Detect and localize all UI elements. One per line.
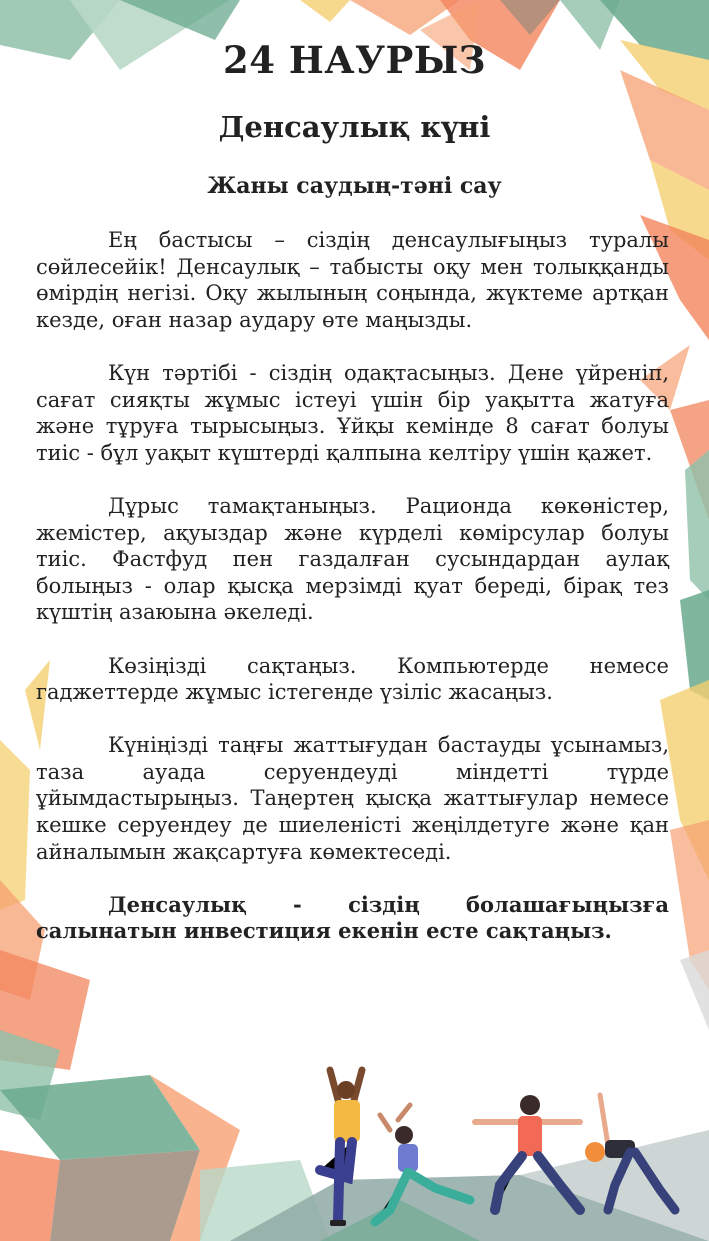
paragraph-daily-routine: Күн тәртібі - сіздің одақтасыңыз. Дене үйреніп, сағат сияқты жұмыс істеуі үшін бір уақытта жатуға және тұруға тырысыңыз. Ұйқы кемінде 8 сағат болуы тиіс - бұл уақыт күштерді қалпына келтіру үшін қажет. xyxy=(36,360,669,465)
article-body xyxy=(36,227,669,945)
closing-statement: Денсаулық - сіздің болашағыңызға салынатын инвестиция екенін есте сақтаңыз. xyxy=(36,891,669,944)
person-stretch-up-icon xyxy=(375,1105,470,1222)
yoga-people-illustration xyxy=(290,1060,709,1241)
paragraph-nutrition: Дұрыс тамақтаныңыз. Рационда көкөністер, жемістер, ақуыздар және күрделі көмірсулар болуы тиіс. Фастфуд пен газдалған сусындардан аулақ болыңыз - олар қысқа мерзімді қуат береді, бірақ тез күштің азаюына әкеледі. xyxy=(36,493,669,625)
page-subtitle: Жаны саудың-тәні сау xyxy=(207,173,502,199)
page-title: Денсаулық күні xyxy=(218,110,491,144)
person-warrior-pose-icon xyxy=(475,1095,580,1210)
paragraph-exercise: Күніңізді таңғы жаттығудан бастауды ұсынамыз, таза ауада серуендеуді міндетті түрде ұйымдастырыңыз. Таңертең қысқа жаттығулар немесе кешке серуендеу де шиеленісті жеңілдетуге және қан айналымын жақсартуға көмектеседі. xyxy=(36,733,669,864)
person-tree-pose-icon xyxy=(320,1070,362,1226)
paragraph-eye-care: Көзіңізді сақтаңыз. Компьютерде немесе гаджеттерде жұмыс істегенде үзіліс жасаңыз. xyxy=(36,653,669,705)
person-side-bend-icon xyxy=(585,1095,675,1210)
date-heading: 24 НАУРЫЗ xyxy=(223,38,486,82)
paragraph-intro: Ең бастысы – сіздің денсаулығыңыз туралы сөйлесейік! Денсаулық – табысты оқу мен толыққанды өмірдің негізі. Оқу жылының соңында, жүктеме артқан кезде, оған назар аудару өте маңызды. xyxy=(36,228,669,332)
